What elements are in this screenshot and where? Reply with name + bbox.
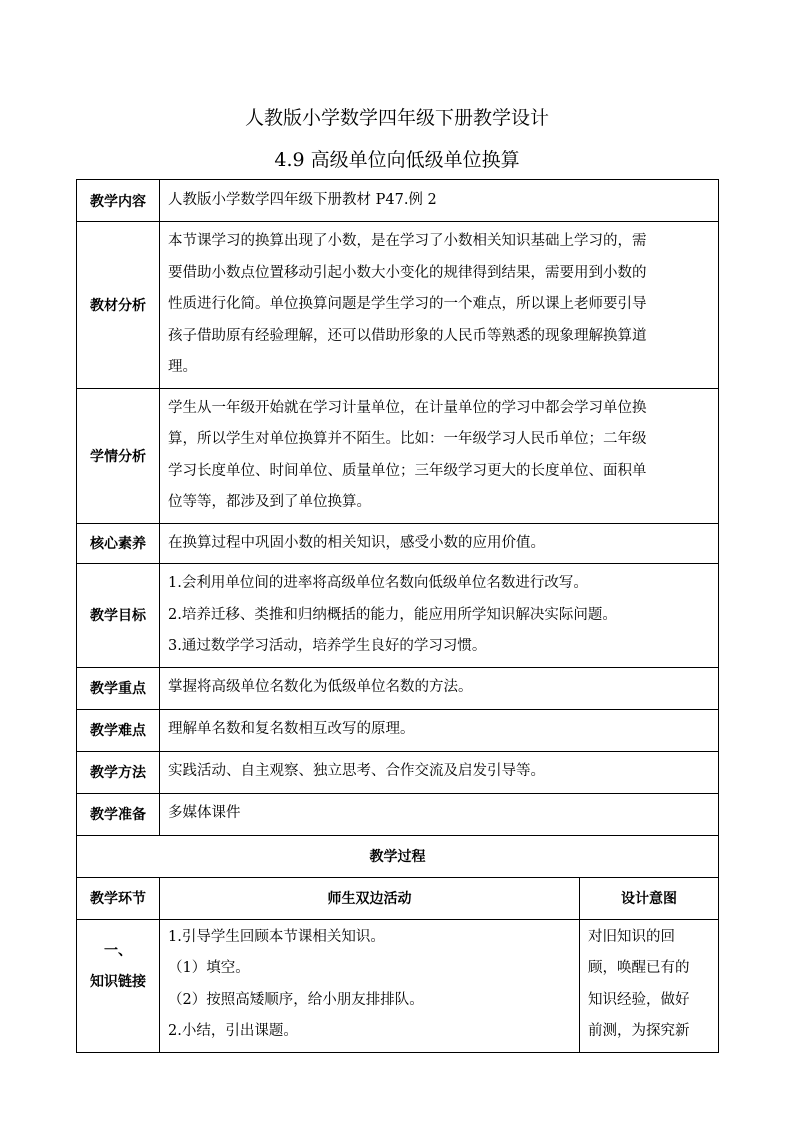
label-difficulty: 教学难点	[77, 709, 160, 751]
activity-line: （1）填空。	[168, 960, 250, 976]
label-teaching-method: 教学方法	[77, 751, 160, 793]
lesson-plan-table	[76, 179, 719, 1053]
process-heading: 教学过程	[77, 835, 719, 877]
value-key-point: 掌握将高级单位名数化为低级单位名数的方法。	[160, 667, 719, 709]
analysis-line: 孩子借助原有经验理解，还可以借助形象的人民币等熟悉的现象理解换算道	[168, 327, 647, 344]
row-process-columns	[77, 877, 719, 919]
value-textbook-analysis	[160, 222, 719, 389]
label-student-analysis: 学情分析	[77, 388, 160, 523]
lesson-subtitle: 4.9 高级单位向低级单位换算	[274, 149, 520, 171]
value-teaching-goals	[160, 564, 719, 668]
row-process-heading	[77, 835, 719, 877]
row-student-analysis	[77, 388, 719, 523]
row-teaching-prep	[77, 793, 719, 835]
label-key-point: 教学重点	[77, 667, 160, 709]
activity-line: 2.小结，引出课题。	[168, 1023, 298, 1039]
activity-line: 1.引导学生回顾本节课相关知识。	[168, 928, 385, 945]
label-teaching-prep: 教学准备	[77, 793, 160, 835]
student-line: 学习长度单位、时间单位、质量单位；三年级学习更大的长度单位、面积单	[168, 462, 647, 479]
intent-line: 知识经验，做好	[588, 991, 690, 1008]
analysis-line: 理。	[168, 359, 197, 375]
analysis-line: 本节课学习的换算出现了小数，是在学习了小数相关知识基础上学习的，需	[168, 233, 647, 249]
row-teaching-content	[77, 180, 719, 222]
stage-1-intent	[580, 919, 719, 1052]
value-teaching-method: 实践活动、自主观察、独立思考、合作交流及启发引导等。	[160, 751, 719, 793]
row-stage-1	[77, 919, 719, 1052]
analysis-line: 性质进行化简。单位换算问题是学生学习的一个难点，所以课上老师要引导	[168, 296, 647, 312]
goal-line: 2.培养迁移、类推和归纳概括的能力，能应用所学知识解决实际问题。	[168, 606, 617, 623]
stage-1-activities	[160, 919, 580, 1052]
label-textbook-analysis: 教材分析	[77, 222, 160, 389]
stage-1-number: 一、	[104, 942, 132, 959]
student-line: 位等等，都涉及到了单位换算。	[168, 494, 371, 510]
label-teaching-content: 教学内容	[77, 180, 160, 222]
row-core-literacy	[77, 523, 719, 564]
col-header-stage: 教学环节	[77, 877, 160, 919]
row-teaching-goals	[77, 564, 719, 668]
stage-1-label	[77, 919, 160, 1052]
goal-line: 3.通过数学学习活动，培养学生良好的学习习惯。	[168, 638, 487, 654]
col-header-activity: 师生双边活动	[160, 877, 580, 919]
row-difficulty	[77, 709, 719, 751]
label-teaching-goals: 教学目标	[77, 564, 160, 668]
value-teaching-content: 人教版小学数学四年级下册教材 P47.例 2	[160, 180, 719, 222]
stage-1-name: 知识链接	[90, 973, 146, 990]
student-line: 学生从一年级开始就在学习计量单位，在计量单位的学习中都会学习单位换	[168, 399, 647, 416]
goal-line: 1.会利用单位间的进率将高级单位名数向低级单位名数进行改写。	[168, 575, 588, 591]
col-header-intent: 设计意图	[580, 877, 719, 919]
analysis-line: 要借助小数点位置移动引起小数大小变化的规律得到结果，需要用到小数的	[168, 264, 647, 281]
intent-line: 顾，唤醒已有的	[588, 960, 690, 976]
student-line: 算，所以学生对单位换算并不陌生。比如：一年级学习人民币单位；二年级	[168, 431, 647, 447]
document-title: 人教版小学数学四年级下册教学设计	[244, 107, 549, 129]
value-difficulty: 理解单名数和复名数相互改写的原理。	[160, 709, 719, 751]
intent-line: 对旧知识的回	[588, 928, 675, 945]
row-key-point	[77, 667, 719, 709]
activity-line: （2）按照高矮顺序，给小朋友排排队。	[168, 991, 424, 1008]
value-student-analysis	[160, 388, 719, 523]
row-textbook-analysis	[77, 222, 719, 389]
label-core-literacy: 核心素养	[77, 523, 160, 564]
intent-line: 前测，为探究新	[588, 1023, 690, 1039]
value-teaching-prep: 多媒体课件	[160, 793, 719, 835]
value-core-literacy: 在换算过程中巩固小数的相关知识，感受小数的应用价值。	[160, 523, 719, 564]
row-teaching-method	[77, 751, 719, 793]
